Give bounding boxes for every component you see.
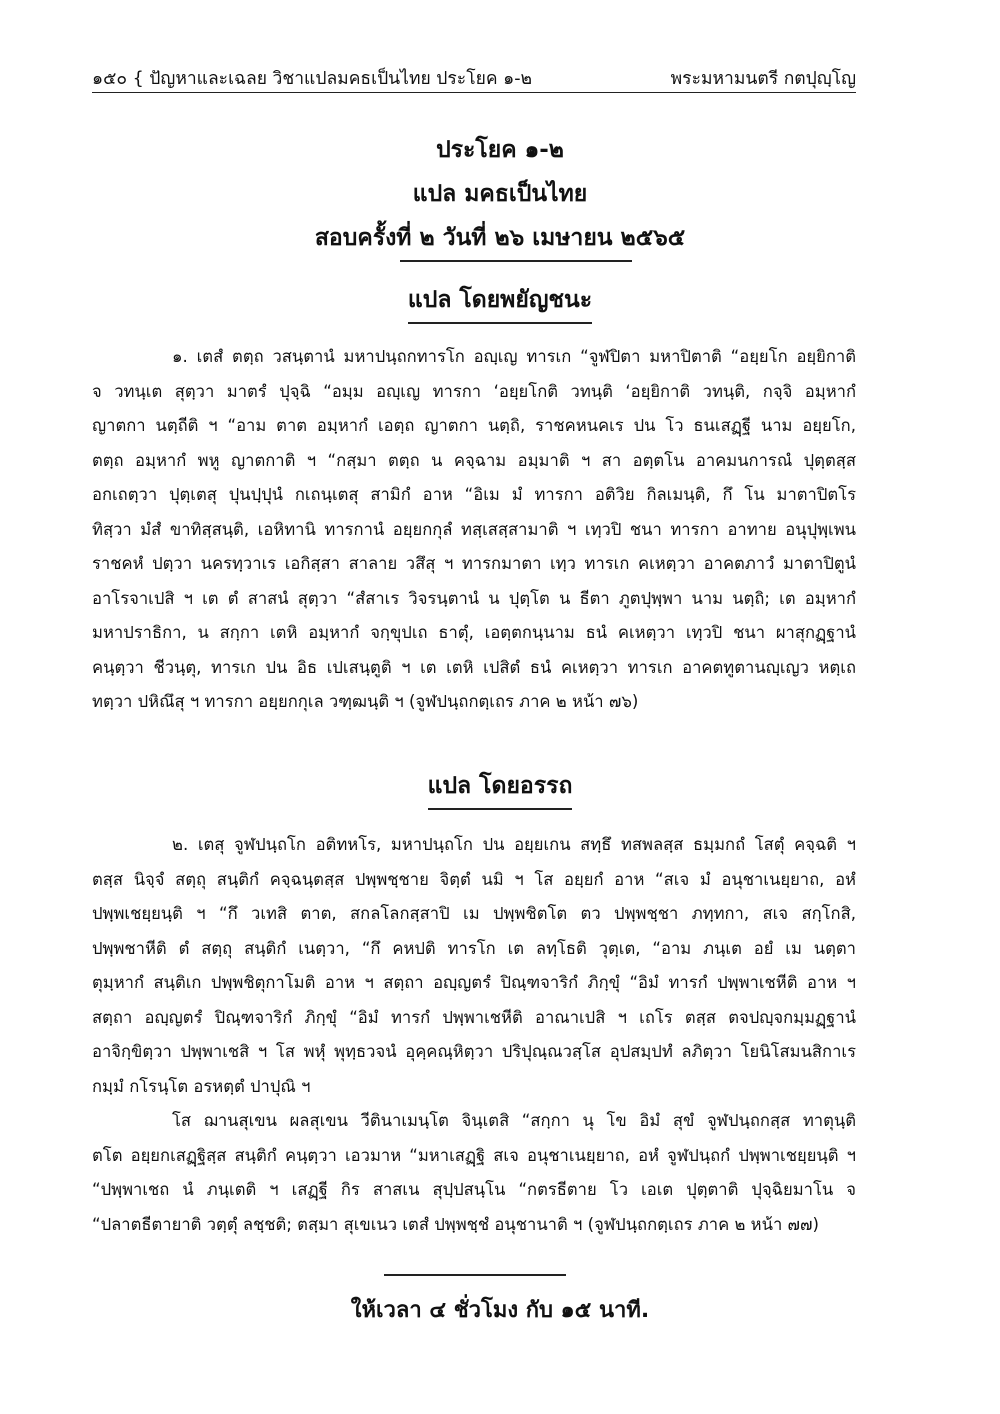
text-line: ๒. เตสุ จูฬปนฺถโก อติทหโร, มหาปนฺถโก ปน อยฺยเกน สทฺธึ ทสพลสฺส ธมฺมกถํ โสตุํ คจฺฉติ ฯ bbox=[172, 835, 856, 854]
text-line: ตตฺถ อมฺหากํ พหู ญาตกาติ ฯ “กสฺมา ตตฺถ น คจฺฉาม อมฺมาติ ฯ สา อตฺตโน อาคมนการณํ ปุตฺตสฺส bbox=[92, 450, 856, 470]
text-line: “ปลาตธีตายาติ วตฺตุํ ลชฺชติ; ตสฺมา สุเขเนว เตสํ ปพฺพชฺชํ อนุชานาติ ฯ (จูฬปนฺถกตฺเถร ภาค ๒ หน้า ๗๗) bbox=[92, 1214, 819, 1234]
section1-heading bbox=[0, 282, 1000, 324]
text-line: ปพฺพเชยฺยนฺติ ฯ “กึ วเทสิ ตาต, สกลโลกสฺสาปิ เม ปพฺพชิตโต ตว ปพฺพชฺชา ภทฺทกา, สเจ สกฺโกสิ, bbox=[92, 904, 856, 923]
section2-heading-text: แปล โดยอรรถ bbox=[428, 768, 573, 810]
text-line: มหาปราธิกา, น สกฺกา เตหิ อมฺหากํ จกฺขุปเถ ธาตุํ, เอตฺตกนฺนาม ธนํ คเหตฺวา เทฺวปิ ชนา ผาสุกฏฺฐานํ bbox=[92, 623, 856, 642]
header-author: พระมหามนตรี กตปุญฺโญ bbox=[670, 69, 856, 89]
page-header bbox=[92, 62, 856, 93]
text-line: โส ฌานสุเขน ผลสุเขน วีตินาเมนฺโต จินฺเตสิ “สกฺกา นุ โข อิมํ สุขํ จูฬปนฺถกสฺส ทาตุนฺติ bbox=[172, 1111, 856, 1130]
title-exam-date: สอบครั้งที่ ๒ วันที่ ๒๖ เมษายน ๒๕๖๕ bbox=[314, 225, 686, 251]
text-line: ราชคหํ ปตฺวา นครทฺวาเร เอกิสฺสา สาลาย วสึสุ ฯ ทารกมาตา เทฺว ทารเก คเหตฺวา อาคตภาวํ มาตาปิตูนํ bbox=[92, 554, 856, 573]
text-line: ๑. เตสํ ตตฺถ วสนฺตานํ มหาปนฺถกทารโก อญฺเญ ทารเก “จูฬปิตา มหาปิตาติ “อยฺยโก อยฺยิกาติ bbox=[172, 347, 856, 366]
text-line: ญาตกา นตฺถีติ ฯ “อาม ตาต อมฺหากํ เอตฺถ ญาตกา นตฺถิ, ราชคหนคเร ปน โว ธนเสฏฺฐี นาม อยฺยโก, bbox=[92, 416, 856, 435]
text-line: สตฺถา อญฺญตรํ ปิณฺฑจาริกํ ภิกฺขุํ “อิมํ ทารกํ ปพฺพาเชหีติ อาณาเปสิ ฯ เถโร ตสฺส ตจปญฺจกมฺมฏฺฐานํ bbox=[92, 1007, 856, 1027]
title-subject: แปล มคธเป็นไทย bbox=[412, 181, 588, 207]
text-line: จ วทนฺเต สุตฺวา มาตรํ ปุจฺฉิ “อมฺม อญฺเญ ทารกา ‘อยฺยโกติ วทนฺติ ‘อยฺยิกาติ วทนฺติ, กจฺจิ อมฺหากํ bbox=[92, 381, 856, 401]
text-line: ปพฺพชาหีติ ตํ สตฺถุ สนฺติกํ เนตฺวา, “กึ คหปติ ทารโก เต ลทฺโธติ วุตฺเต, “อาม ภนฺเต อยํ เม นตฺตา bbox=[92, 938, 856, 958]
header-left-text: ๑๕๐ { ปัญหาและเฉลย วิชาแปลมคธเป็นไทย ประโยค ๑-๒ bbox=[92, 69, 533, 89]
text-line: อกเถตฺวา ปุตฺเตสุ ปุนปฺปุนํ กเถนฺเตสุ สามิกํ อาห “อิเม มํ ทารกา อติวิย กิลเมนฺติ, กึ โน มาตาปิตโร bbox=[92, 485, 856, 504]
text-line: อาจิกฺขิตฺวา ปพฺพาเชสิ ฯ โส พหุํ พุทฺธวจนํ อุคฺคณฺหิตฺวา ปริปุณฺณวสฺโส อุปสมฺปทํ ลภิตฺวา โยนิโสมนสิกาเร bbox=[92, 1042, 856, 1061]
footer-divider bbox=[384, 1274, 566, 1276]
text-line: ตสฺส นิจฺจํ สตฺถุ สนฺติกํ คจฺฉนฺตสฺส ปพฺพชฺชาย จิตฺตํ นมิ ฯ โส อยฺยกํ อาห “สเจ มํ อนุชาเนยฺยาถ, อหํ bbox=[92, 869, 856, 889]
title-level: ประโยค ๑-๒ bbox=[436, 137, 564, 163]
text-line: ตุมฺหากํ สนฺติเก ปพฺพชิตุกาโมติ อาห ฯ สตฺถา อญฺญตรํ ปิณฺฑจาริกํ ภิกฺขุํ “อิมํ ทารกํ ปพฺพาเชหีติ อาห ฯ bbox=[92, 973, 856, 992]
text-line: ทตฺวา ปหิณึสุ ฯ ทารกา อยฺยกกุเล วฑฺฒนฺติ ฯ (จูฬปนฺถกตฺเถร ภาค ๒ หน้า ๗๖) bbox=[92, 692, 639, 711]
title-block bbox=[0, 128, 1000, 262]
section2-paragraph bbox=[92, 828, 856, 1242]
text-line: กมฺมํ กโรนฺโต อรหตฺตํ ปาปุณิ ฯ bbox=[92, 1076, 311, 1096]
text-line: “ปพฺพาเชถ นํ ภนฺเตติ ฯ เสฏฺฐี กิร สาสเน สุปฺปสนฺโน “กตรธีตาย โว เอเต ปุตฺตาติ ปุจฺฉิยมาโน จ bbox=[92, 1180, 856, 1199]
section1-heading-text: แปล โดยพยัญชนะ bbox=[408, 282, 592, 324]
section2-heading bbox=[0, 768, 1000, 810]
exam-time-note: ให้เวลา ๔ ชั่วโมง กับ ๑๕ นาที. bbox=[350, 1298, 650, 1323]
title-divider bbox=[400, 260, 632, 262]
text-line: อาโรจาเปสิ ฯ เต ตํ สาสนํ สุตฺวา “สํสาเร วิจรนฺตานํ น ปุตฺโต น ธีตา ภูตปุพฺพา นาม นตฺถิ; เต อมฺหากํ bbox=[92, 588, 856, 608]
text-line: คนฺตฺวา ชีวนฺตุ, ทารเก ปน อิธ เปเสนฺตูติ ฯ เต เตหิ เปสิตํ ธนํ คเหตฺวา ทารเก อาคตทูตานญฺเญว หตฺเถ bbox=[92, 657, 856, 677]
text-line: ทิสฺวา มํสํ ขาทิสฺสนฺติ, เอหิทานิ ทารกานํ อยฺยกกุลํ ทสฺเสสฺสามาติ ฯ เทฺวปิ ชนา ทารกา อาทาย อนุปุพฺเพน bbox=[92, 519, 856, 539]
section1-paragraph bbox=[92, 340, 856, 720]
text-line: ตโต อยฺยกเสฏฺฐิสฺส สนฺติกํ คนฺตฺวา เอวมาห “มหาเสฏฺฐิ สเจ อนุชาเนยฺยาถ, อหํ จูฬปนฺถกํ ปพฺพาเชยฺยนฺติ ฯ bbox=[92, 1145, 856, 1165]
